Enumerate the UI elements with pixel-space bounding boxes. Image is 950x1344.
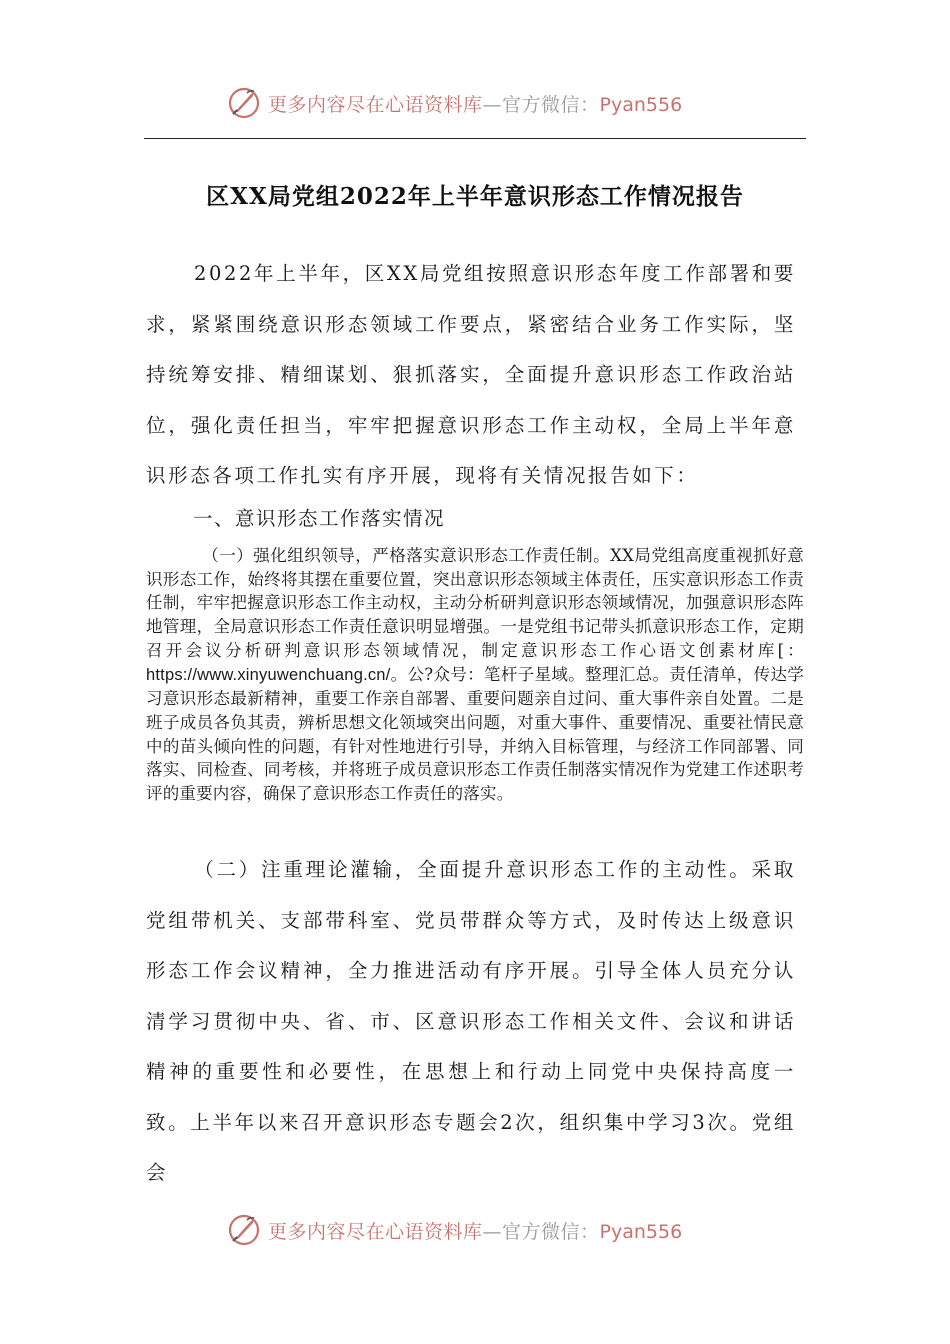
document-title: 区XX局党组2022年上半年意识形态工作情况报告 (206, 183, 744, 210)
header-divider (144, 138, 806, 139)
watermark-wechat: Pyan556 (599, 1220, 683, 1243)
watermark-wechat: Pyan556 (599, 93, 683, 116)
watermark-dash: — (482, 1220, 503, 1243)
watermark-dash: — (482, 93, 503, 116)
source-link[interactable]: https://www.xinyuwenchuang.cn/ (146, 665, 391, 684)
watermark-text (268, 1217, 682, 1244)
quill-logo-icon (226, 85, 262, 121)
section-heading: 一、意识形态工作落实情况 (193, 507, 446, 530)
footer-watermark-inner (226, 1210, 682, 1250)
section1-paragraph-1 (146, 544, 804, 806)
watermark-main: 更多内容尽在心语资料库 (268, 93, 483, 116)
header-watermark-inner (226, 83, 682, 123)
section1-p1-text-a: （一）强化组织领导，严格落实意识形态工作责任制。XX局党组高度重视抓好意识形态工作，始终将其摆在重要位置，突出意识形态领域主体责任，压实意识形态工作责任制，牢牢把握意识形态工作主动权，主动分析研判意识形态领域情况，加强意识形态阵地管理，全局意识形态工作责任意识明显增强。一是党组书记带头抓意识形态工作，定期召开会议分析研判意识形态领域情况，制定意识形态工作心语文创素材库[： (146, 546, 804, 660)
header-watermark (0, 83, 950, 123)
intro-text: 2022年上半年，区XX局党组按照意识形态年度工作部署和要求，紧紧围绕意识形态领域工作要点，紧密结合业务工作实际，坚持统筹安排、精细谋划、狠抓落实，全面提升意识形态工作政治站位，强化责任担当，牢牢把握意识形态工作主动权，全局上半年意识形态各项工作扎实有序开展，现将有关情况报告如下： (146, 262, 796, 487)
watermark-main: 更多内容尽在心语资料库 (268, 1220, 483, 1243)
footer-watermark (0, 1210, 950, 1250)
watermark-label: 官方微信： (502, 93, 600, 116)
section1-p1-text-b: 。公?众号：笔杆子星域。整理汇总。责任清单，传达学习意识形态最新精神，重要工作亲自部署、重要问题亲自过问、重大事件亲自处置。二是班子成员各负其责，辨析思想文化领域突出问题，对重大事件、重要情况、重要社情民意中的苗头倾向性的问题，有针对性地进行引导，并纳入目标管理，与经济工作同部署、同落实、同检查、同考核，并将班子成员意识形态工作责任制落实情况作为党建工作述职考评的重要内容，确保了意识形态工作责任的落实。 (146, 664, 804, 804)
quill-logo-icon (226, 1212, 262, 1248)
watermark-label: 官方微信： (502, 1220, 600, 1243)
section1-paragraph-2 (146, 845, 796, 1199)
watermark-text (268, 90, 682, 117)
intro-paragraph (146, 249, 796, 502)
section1-p2-text: （二）注重理论灌输，全面提升意识形态工作的主动性。采取党组带机关、支部带科室、党员带群众等方式，及时传达上级意识形态工作会议精神，全力推进活动有序开展。引导全体人员充分认清学习贯彻中央、省、市、区意识形态工作相关文件、会议和讲话精神的重要性和必要性，在思想上和行动上同党中央保持高度一致。上半年以来召开意识形态专题会2次，组织集中学习3次。党组会 (146, 858, 796, 1184)
